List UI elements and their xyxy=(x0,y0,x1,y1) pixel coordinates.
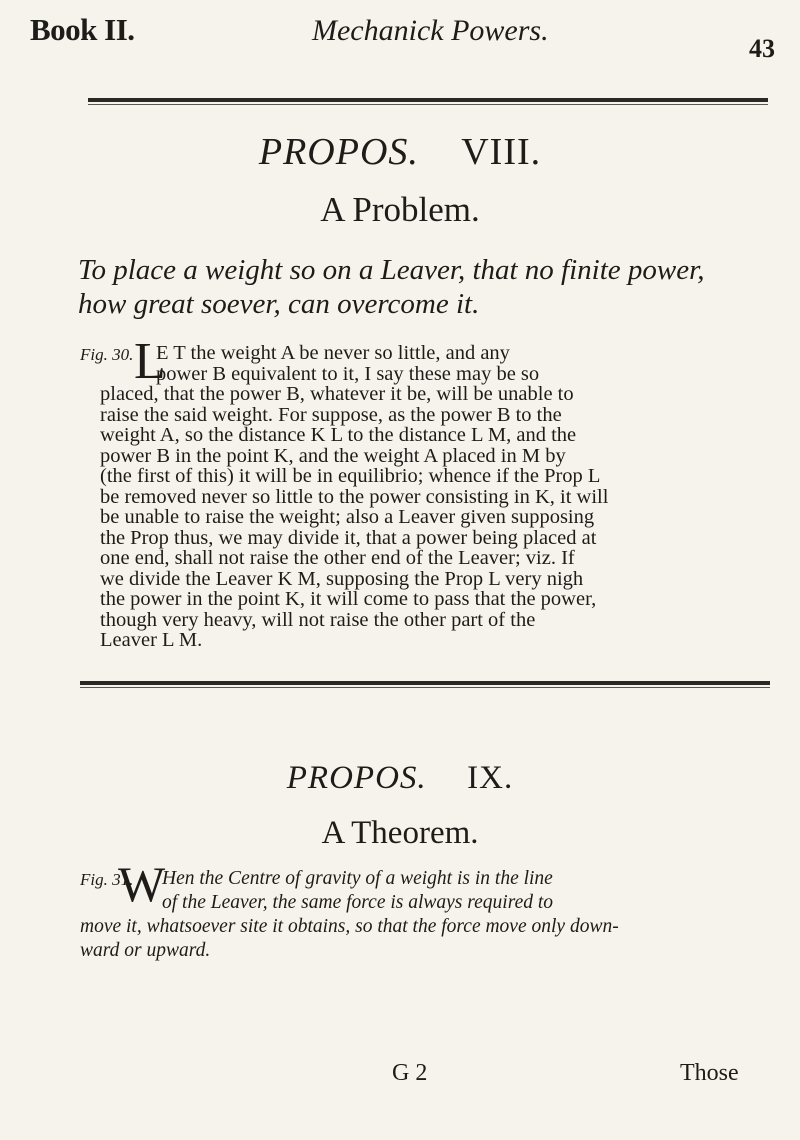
body-line: we divide the Leaver K M, supposing the Prop L very nigh xyxy=(100,567,584,590)
body-line: one end, shall not raise the other end of the Leaver; viz. If xyxy=(100,547,575,569)
enunciation-line: how great soever, can overcome it. xyxy=(78,288,480,320)
proposition-number: VIII. xyxy=(461,131,542,173)
body-line: (the first of this) it will be in equilibrio; whence if the Prop L xyxy=(100,465,601,487)
figure-reference: Fig. 30. xyxy=(80,345,134,364)
body-line: be unable to raise the weight; also a Leaver given supposing xyxy=(100,506,595,528)
body-line: be removed never so little to the power consisting in K, it will xyxy=(100,485,609,508)
body-line: power B equivalent to it, I say these may be so xyxy=(156,362,540,385)
body-line: the power in the point K, it will come to pass that the power, xyxy=(100,588,597,610)
proposition-heading xyxy=(0,130,800,174)
page-number: 43 xyxy=(749,34,775,63)
book-number: Book II. xyxy=(30,12,135,47)
ornamental-rule xyxy=(88,98,768,102)
proposition-enunciation xyxy=(78,253,778,321)
signature-mark: G 2 xyxy=(392,1060,428,1086)
enunciation-line: To place a weight so on a Leaver, that no finite power, xyxy=(78,254,705,286)
catchword: Those xyxy=(680,1060,739,1086)
proposition-label: PROPOS. xyxy=(286,760,427,796)
body-line: E T the weight A be never so little, and any xyxy=(156,342,510,364)
proposition-label: PROPOS. xyxy=(258,131,419,173)
body-line: though very heavy, will not raise the other part of the xyxy=(100,608,536,631)
body-line: power B in the point K, and the weight A placed in M by xyxy=(100,444,566,467)
enunciation-line: of the Leaver, the same force is always required to xyxy=(162,892,554,913)
body-line: raise the said weight. For suppose, as the power B to the xyxy=(100,403,562,426)
body-line: the Prop thus, we may divide it, that a power being placed at xyxy=(100,526,597,549)
running-title: Mechanick Powers. xyxy=(312,14,549,47)
figure-reference: Fig. 31. xyxy=(80,870,134,889)
body-line: placed, that the power B, whatever it be, will be unable to xyxy=(100,383,574,405)
enunciation-line: ward or upward. xyxy=(80,940,211,961)
ornamental-rule xyxy=(80,681,770,685)
enunciation-line: Hen the Centre of gravity of a weight is in the line xyxy=(162,868,553,889)
proposition-heading xyxy=(0,760,800,797)
body-line: Leaver L M. xyxy=(100,629,203,651)
drop-cap: W xyxy=(118,856,166,912)
body-line: weight A, so the distance K L to the distance L M, and the xyxy=(100,424,577,446)
enunciation-line: move it, whatsoever site it obtains, so that the force move only down- xyxy=(80,916,619,937)
running-head xyxy=(30,12,775,62)
proposition-kind: A Theorem. xyxy=(321,815,479,851)
drop-cap: L xyxy=(134,333,166,390)
proposition-kind: A Problem. xyxy=(320,190,480,229)
proposition-number: IX. xyxy=(467,760,514,796)
